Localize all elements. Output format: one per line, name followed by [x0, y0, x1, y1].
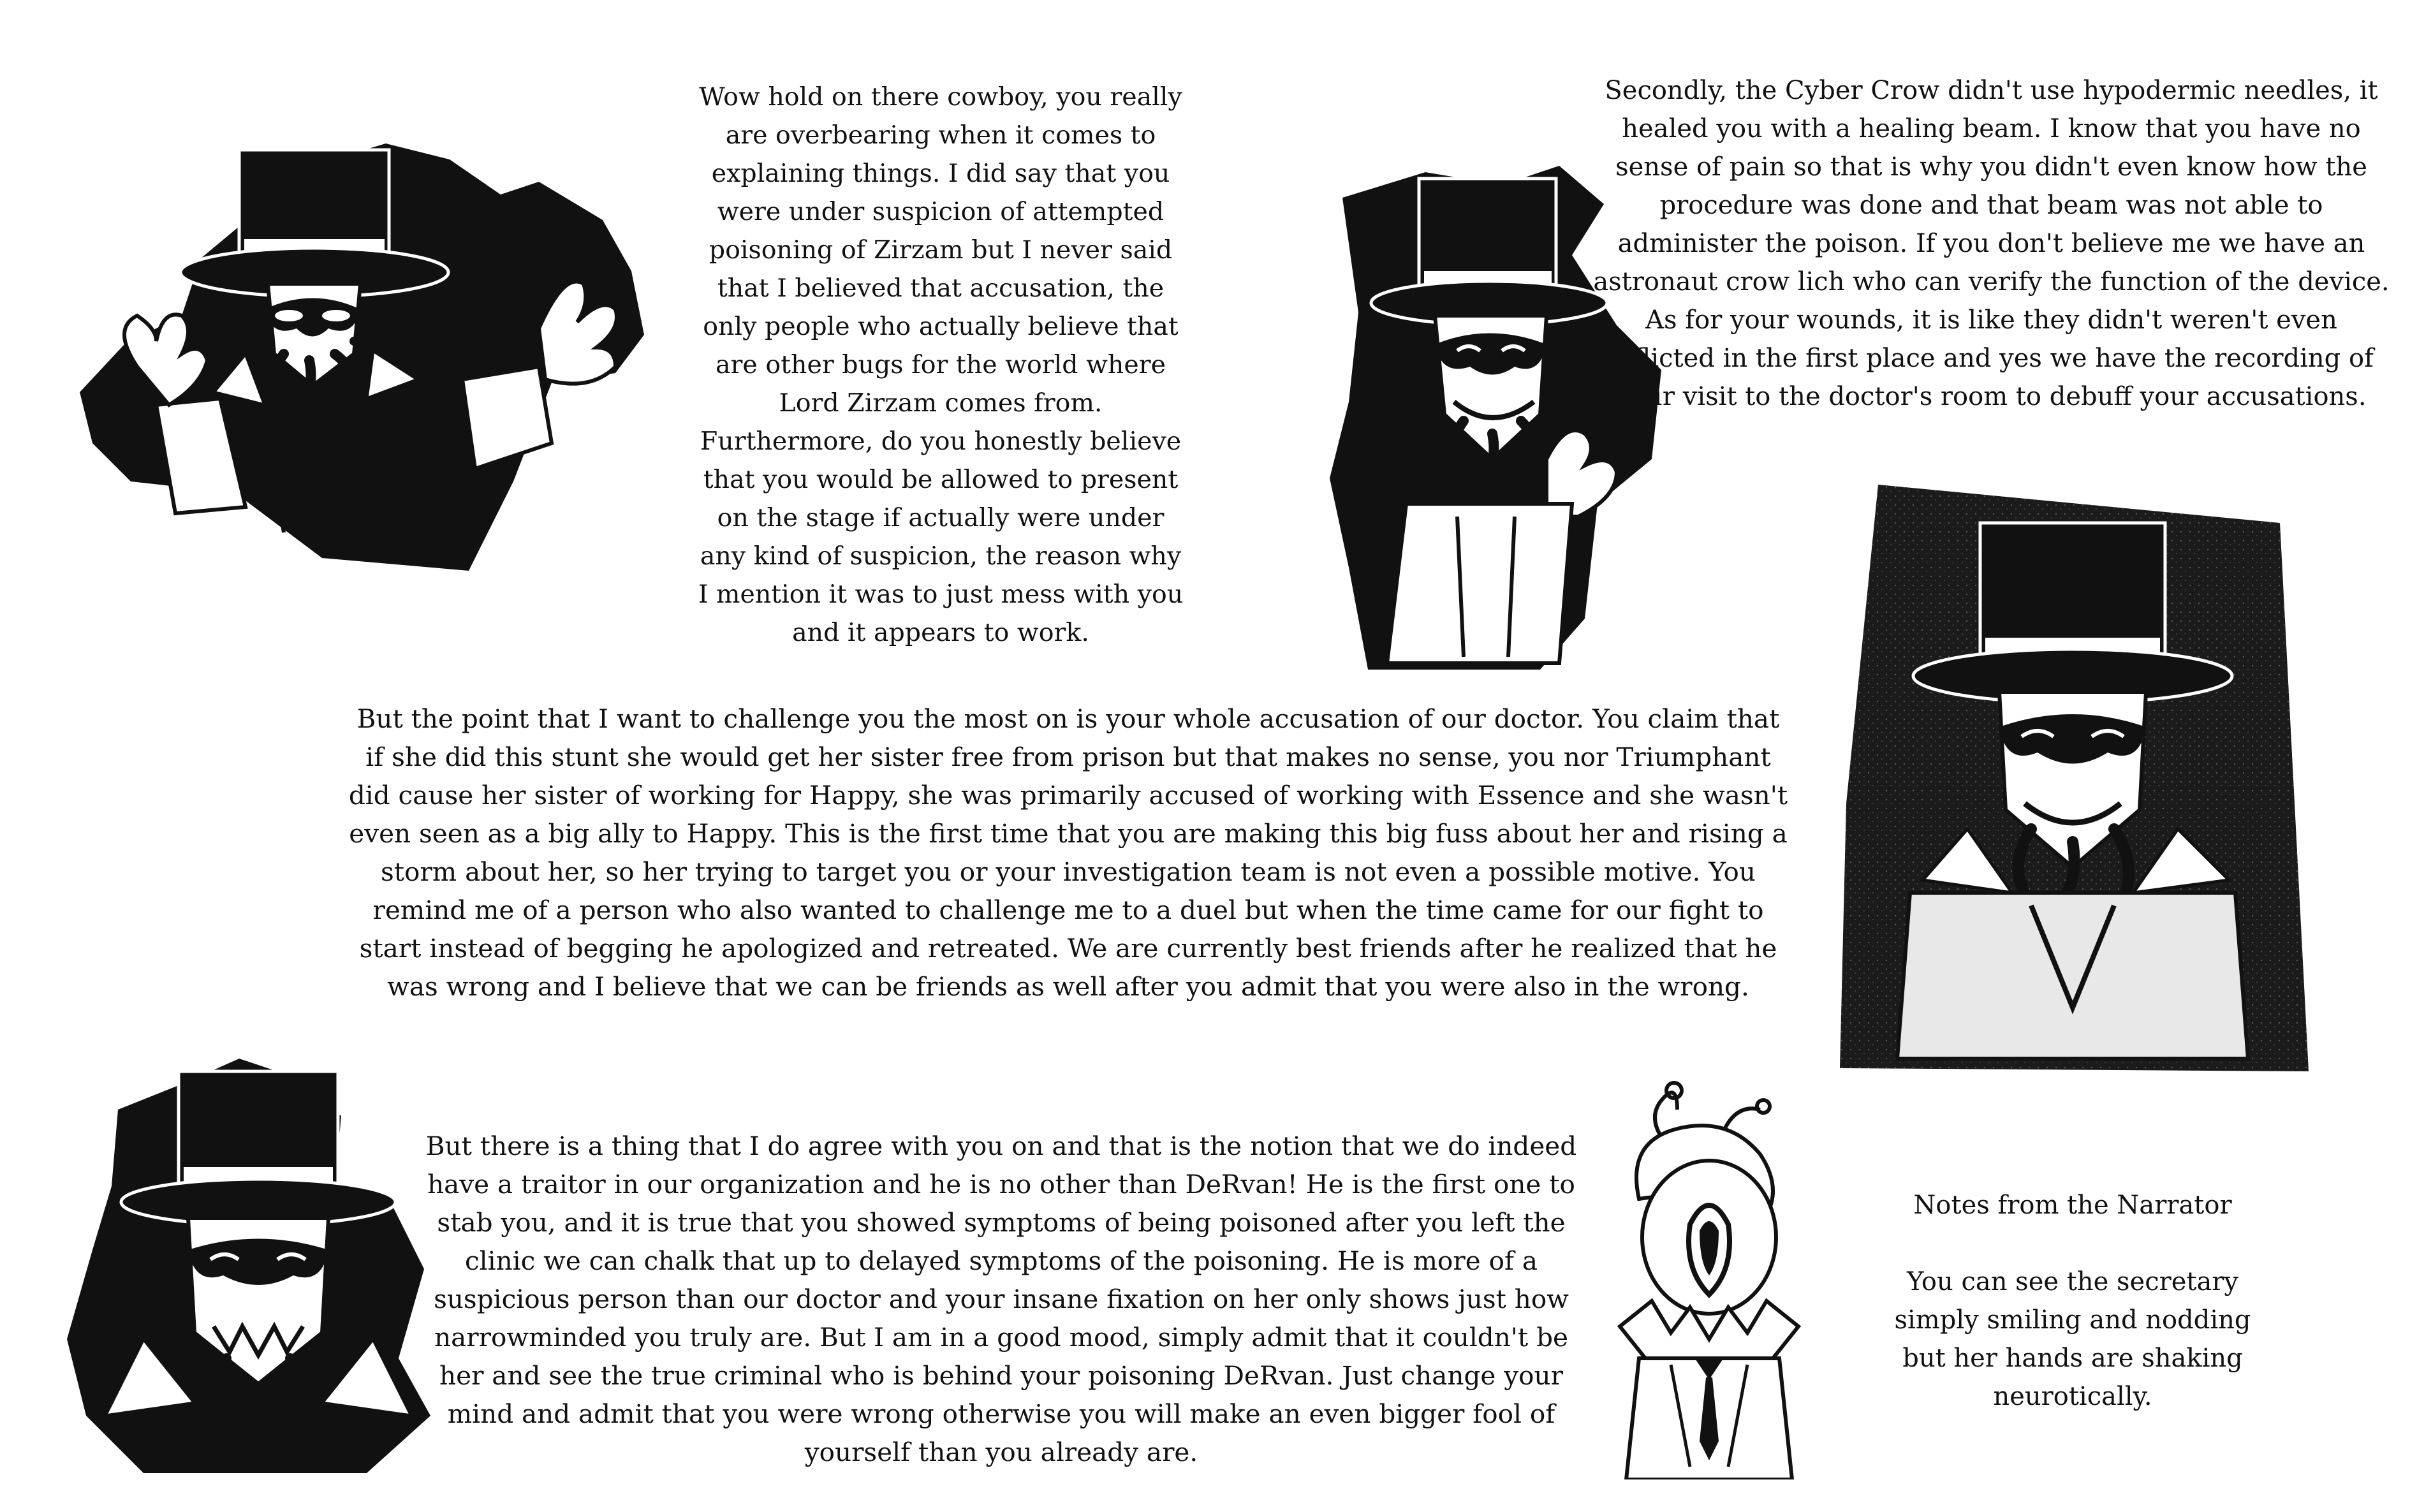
narrator-notes-spacer	[1894, 1224, 2251, 1263]
villain-speech-paragraph-2: Secondly, the Cyber Crow didn't use hypodermic needles, it healed you with a healing beam. I know that you have no sense of pain so that is why you didn't even know how the procedure was done and that beam was not able to administer the poison. If you don't believe me we have an astronaut crow lich who can verify the function of the device. As for your wounds, it is like they didn't weren't even inflicted in the first place and yes we have the recording of your visit to the doctor's room to debuff your accusations.	[1593, 76, 2390, 411]
villain-speech-paragraph-1: Wow hold on there cowboy, you really are overbearing when it comes to explaining things. I did say that you were under suspicion of attempted poisoning of Zirzam but I never said that I believed that accusation, the only people who actually believe that are other bugs for the world where Lord Zirzam comes from. Furthermore, do you honestly believe that you would be allowed to present on the stage if actually were under any kind of suspicion, the reason why I mention it was to just mess with you and it appears to work.	[698, 82, 1184, 647]
villain-speech-paragraph-3: But the point that I want to challenge you the most on is your whole accusation of our doctor. You claim that if she did this stunt she would get her sister free from prison but that makes no sense, you nor Triumphant did cause her sister of working for Happy, she was primarily accused of working with Essence and she wasn't even seen as a big ally to Happy. This is the first time that you are making this big fuss about her and rising a storm about her, so her trying to target you or your investigation team is not even a possible motive. You remind me of a person who also wanted to challenge me to a duel but when the time came for our fight to start instead of begging he apologized and retreated. We are currently best friends after he realized that he was wrong and I believe that we can be friends as well after you admit that you were also in the wrong.	[348, 703, 1788, 1002]
villain-speech-paragraph-4: But there is a thing that I do agree with you on and that is the notion that we do indeed have a traitor in our organization and he is no other than DeRvan! He is the first one to stab you, and it is true that you showed symptoms of being poisoned after you left the clinic we can chalk that up to delayed symptoms of the poisoning. He is more of a suspicious person than our doctor and your insane fixation on her only shows just how narrowminded you truly are. But I am in a good mood, simply admit that it couldn't be her and see the true criminal who is behind your poisoning DeRvan. Just change your mind and admit that you were wrong otherwise you will make an even bigger fool of yourself than you already are.	[425, 1131, 1577, 1467]
narrator-notes	[1894, 1186, 2251, 1416]
secretary-illustration	[1582, 1071, 1837, 1479]
villain-dark-portrait-illustration	[1840, 485, 2309, 1071]
villain-closeup-illustration	[67, 1059, 434, 1479]
narrator-notes-heading: Notes from the Narrator	[1913, 1191, 2232, 1220]
villain-arms-raised-illustration	[54, 124, 695, 584]
narrator-notes-body: You can see the secretary simply smiling and nodding but her hands are shaking neurotically.	[1894, 1267, 2251, 1411]
